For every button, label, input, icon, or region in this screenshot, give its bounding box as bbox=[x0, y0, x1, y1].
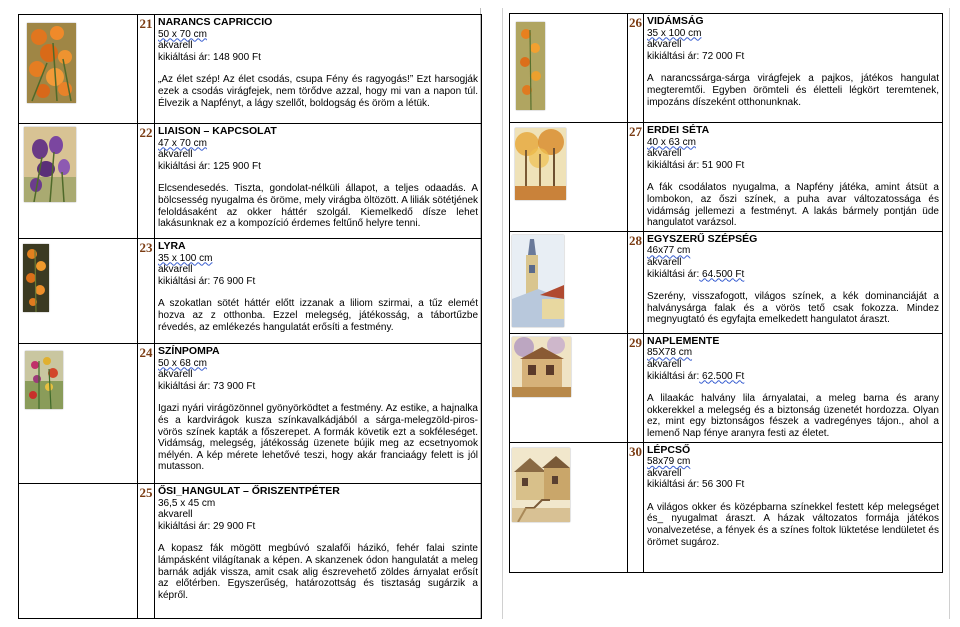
artwork-price: kikiáltási ár: 73 900 Ft bbox=[158, 380, 256, 392]
artwork-image-cell bbox=[510, 333, 628, 442]
artwork-medium: akvarell bbox=[158, 40, 193, 52]
artwork-description: „Az élet szép! Az élet csodás, csupa Fény és ragyogás!” Ezt harsogják ezek a csodás virágfejek, nem törődve azzal, hogy mi van a napon túl. Élvezik a Napfényt, a lágy szellőt, boldogság és öröm a létük. bbox=[158, 74, 478, 109]
artwork-medium: akvarell bbox=[647, 256, 682, 268]
church-tower-painting bbox=[512, 235, 564, 327]
lily-dark-background-painting bbox=[23, 244, 49, 312]
entry-details bbox=[644, 442, 943, 572]
artwork-size: 40 x 63 cm bbox=[647, 136, 696, 148]
autumn-forest-painting bbox=[515, 128, 566, 200]
entry-number: 28 bbox=[628, 231, 644, 333]
entry-details bbox=[155, 484, 482, 619]
artwork-price: kikiáltási ár: 56 300 Ft bbox=[647, 479, 745, 491]
artwork-price: kikiáltási ár: 29 900 Ft bbox=[158, 520, 256, 532]
entry-details bbox=[155, 15, 482, 124]
entry-details bbox=[155, 344, 482, 484]
entry-number: 22 bbox=[138, 124, 155, 239]
catalog-entry bbox=[510, 333, 943, 442]
summer-flowers-painting bbox=[25, 351, 63, 409]
artwork-image-cell bbox=[19, 344, 138, 484]
artwork-title: ERDEI SÉTA bbox=[647, 124, 710, 136]
catalog-entry bbox=[19, 15, 482, 124]
catalog-entry bbox=[19, 239, 482, 344]
catalog-entry bbox=[510, 14, 943, 123]
artwork-medium: akvarell bbox=[158, 369, 193, 381]
catalog-page-right bbox=[502, 8, 950, 619]
artwork-medium: akvarell bbox=[158, 149, 193, 161]
entry-details bbox=[644, 231, 943, 333]
artwork-price: kikiáltási ár: 72 000 Ft bbox=[647, 50, 745, 62]
entry-details bbox=[644, 123, 943, 232]
catalog-entry bbox=[19, 124, 482, 239]
entry-details bbox=[644, 333, 943, 442]
artwork-description: A szokatlan sötét háttér előtt izzanak a liliom szirmai, a tűz elemét hozva az z otthonba. Ezzel melegség, játékosság, a tábortűzbe révedés, az emlékezés hangulatát erősíti a festmény. bbox=[158, 298, 478, 333]
artwork-title: LIAISON – KAPCSOLAT bbox=[158, 125, 277, 137]
catalog-table-left bbox=[18, 14, 482, 619]
artwork-size: 35 x 100 cm bbox=[158, 252, 213, 264]
catalog-entry bbox=[510, 231, 943, 333]
artwork-size: 85X78 cm bbox=[647, 347, 693, 359]
artwork-description: Igazi nyári virágözönnel gyönyörködtet a festmény. Az estike, a hajnalka és a kardvirágok kusza színkavalkádjából a sárga-melegzöld-piros-vörös színek kapták a főszerepet. A formák követik ezt a sokféleséget. Vidámság, melegség, játékosság üzenete bújik meg az ecsetnyomok mélyén. A kép mérete lehetővé teszi, hogy akár franciaágy felett is jól mutasson. bbox=[158, 403, 478, 473]
artwork-image-cell bbox=[510, 14, 628, 123]
catalog-entry bbox=[19, 344, 482, 484]
artwork-title: EGYSZERŰ SZÉPSÉG bbox=[647, 232, 758, 245]
artwork-image-cell bbox=[19, 484, 138, 619]
catalog-entry bbox=[510, 442, 943, 572]
artwork-medium: akvarell bbox=[647, 39, 682, 51]
artwork-description: A világos okker és középbarna színekkel festett kép melegséget és_ nyugalmat áraszt. A házak változatos formája játékos vonalvezetése, a fények és a színes foltok lüktetése lendületet és örömet sugároz. bbox=[647, 501, 939, 548]
entry-number: 24 bbox=[138, 344, 155, 484]
artwork-title: ŐSI_HANGULAT – ŐRISZENTPÉTER bbox=[158, 485, 340, 497]
artwork-medium: akvarell bbox=[647, 148, 682, 160]
artwork-size: 47 x 70 cm bbox=[158, 137, 207, 149]
artwork-medium: akvarell bbox=[158, 509, 193, 521]
artwork-price: kikiáltási ár: 76 900 Ft bbox=[158, 275, 256, 287]
artwork-title: NARANCS CAPRICCIO bbox=[158, 16, 273, 28]
artwork-description: A fák csodálatos nyugalma, a Napfény játéka, amint átsüt a lombokon, az őszi színek, a puha avar változatossága és vidámság jellemezi a festményt. A lakás bármely pontján üde hangulatot varázsol. bbox=[647, 182, 939, 229]
artwork-image-cell bbox=[510, 442, 628, 572]
artwork-title: VIDÁMSÁG bbox=[647, 15, 704, 27]
purple-iris-painting bbox=[24, 127, 76, 202]
entry-number: 21 bbox=[138, 15, 155, 124]
artwork-medium: akvarell bbox=[647, 358, 682, 370]
artwork-description: Szerény, visszafogott, világos színek, a kék dominanciáját a halványsárga falak és a vörös tető csak fokozza. Mindez megnyugtató és egyfajta emelkedett hangulatot áraszt. bbox=[647, 291, 939, 326]
artwork-price: kikiáltási ár: 125 900 Ft bbox=[158, 160, 261, 172]
orange-yellow-flowers-painting bbox=[516, 22, 545, 110]
entry-details bbox=[644, 14, 943, 123]
artwork-description: A kopasz fák mögött megbúvó szalafői házikó, fehér falai szinte lámpásként világítanak a képen. A skanzenek ódon hangulatát a meleg barnák adják vissza, amit csak alig észrevehető zöldes árnyalat erősít az előtérben. Egyszerűség, határozottság és tisztaság sugárzik a képről. bbox=[158, 543, 478, 601]
catalog-page-left bbox=[18, 8, 481, 619]
catalog-table-right bbox=[509, 13, 943, 573]
entry-number: 26 bbox=[628, 14, 644, 123]
old-houses-stairs-painting bbox=[512, 448, 570, 522]
entry-number: 27 bbox=[628, 123, 644, 232]
entry-number: 23 bbox=[138, 239, 155, 344]
artwork-size: 36,5 x 45 cm bbox=[158, 497, 216, 509]
artwork-title: NAPLEMENTE bbox=[647, 334, 720, 347]
entry-number: 25 bbox=[138, 484, 155, 619]
catalog-entry bbox=[510, 123, 943, 232]
catalog-entry bbox=[19, 484, 482, 619]
artwork-price: kikiáltási ár: 148 900 Ft bbox=[158, 51, 261, 63]
artwork-description: Elcsendesedés. Tiszta, gondolat-nélküli állapot, a teljes odaadás. A bölcsesség nyugalma és öröme, mely virágba öltözött. A liliák sötétjének feloldásaként az okker háttér szolgál. Kiemelkedő dísze lehet lakásunknak ez a kompozíció érdemes feltűnő helyre tenni. bbox=[158, 183, 478, 230]
artwork-title: LYRA bbox=[158, 240, 186, 252]
artwork-image-cell bbox=[19, 15, 138, 124]
artwork-size: 50 x 70 cm bbox=[158, 28, 207, 40]
artwork-price: kikiáltási ár: 62.500 Ft bbox=[647, 370, 745, 382]
artwork-medium: akvarell bbox=[158, 264, 193, 276]
artwork-size: 46x77 cm bbox=[647, 245, 691, 257]
artwork-medium: akvarell bbox=[647, 467, 682, 479]
house-with-wisteria-painting bbox=[512, 337, 571, 397]
artwork-price: kikiáltási ár: 64.500 Ft bbox=[647, 268, 745, 280]
artwork-image-cell bbox=[510, 123, 628, 232]
entry-details bbox=[155, 124, 482, 239]
artwork-size: 50 x 68 cm bbox=[158, 357, 207, 369]
artwork-size: 35 x 100 cm bbox=[647, 27, 702, 39]
artwork-title: LÉPCSŐ bbox=[647, 443, 691, 456]
artwork-description: A narancssárga-sárga virágfejek a pajkos, játékos hangulat megteremtői. Egyben örömteli és életteli légkört teremtenek, impozáns díszeként otthonunknak. bbox=[647, 73, 939, 108]
artwork-image-cell bbox=[510, 231, 628, 333]
orange-flowers-painting bbox=[27, 23, 76, 103]
artwork-image-cell bbox=[19, 124, 138, 239]
artwork-image-cell bbox=[19, 239, 138, 344]
entry-details bbox=[155, 239, 482, 344]
entry-number: 30 bbox=[628, 442, 644, 572]
artwork-price: kikiáltási ár: 51 900 Ft bbox=[647, 159, 745, 171]
entry-number: 29 bbox=[628, 333, 644, 442]
artwork-description: A lilaakác halvány lila árnyalatai, a meleg barna és arany okkerekkel a melegség és a biztonság üzenetét hordozza. Olyan ez, mint egy biztonságos fészek a vadregényes tájon., ahol a lemenő Nap fénye aranyra festi az életet. bbox=[647, 393, 939, 439]
artwork-size: 58x79 cm bbox=[647, 456, 691, 468]
artwork-title: SZÍNPOMPA bbox=[158, 345, 220, 357]
